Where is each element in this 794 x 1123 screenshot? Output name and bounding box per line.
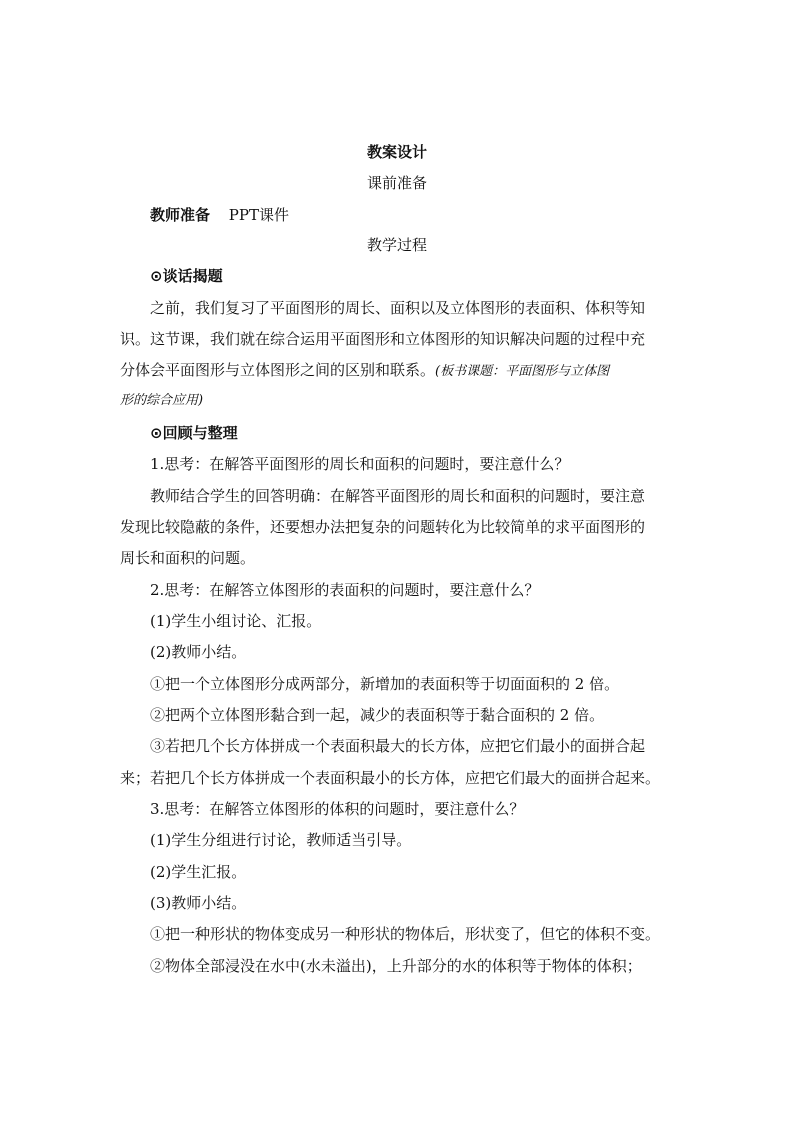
process-heading: 教学过程 [366, 236, 427, 254]
section1-board-title-b: 形的综合应用) [120, 393, 204, 408]
section1-para-line3 [120, 360, 675, 382]
section1-para-line1: 之前，我们复习了平面图形的周长、面积以及立体图形的表面积、体积等知 [150, 299, 646, 317]
question-3: 3.思考：在解答立体图形的体积的问题时，要注意什么？ [150, 800, 525, 818]
section1-board-title-a: (板书课题：平面图形与立体图 [435, 364, 610, 379]
q2-conclusion1: ①把一个立体图形分成两部分，新增加的表面积等于切面面积的 2 倍。 [150, 675, 620, 693]
q1-answer-line1: 教师结合学生的回答明确：在解答平面图形的周长和面积的问题时，要注意 [150, 487, 646, 505]
section1-heading: ⊙谈话揭题 [150, 267, 223, 285]
q3-conclusion1: ①把一种形状的物体变成另一种形状的物体后，形状变了，但它的体积不变。 [150, 925, 661, 943]
q1-answer-line3: 周长和面积的问题。 [120, 549, 256, 567]
section1-para-line3a: 分体会平面图形与立体图形之间的区别和联系。 [120, 361, 436, 379]
page-title: 教案设计 [366, 143, 427, 161]
q3-conclusion2: ②物体全部浸没在水中(水未溢出)，上升部分的水的体积等于物体的体积； [150, 957, 642, 975]
question-1: 1.思考：在解答平面图形的周长和面积的问题时，要注意什么？ [150, 455, 570, 473]
teacher-prep-label: 教师准备 [150, 206, 211, 224]
q2-step1: (1)学生小组讨论、汇报。 [150, 612, 322, 630]
teacher-prep-value: PPT课件 [228, 206, 289, 224]
section1-para-line2: 识。这节课，我们就在综合运用平面图形和立体图形的知识解决问题的过程中充 [120, 330, 646, 348]
section2-heading: ⊙回顾与整理 [150, 424, 238, 442]
q1-answer-line2: 发现比较隐蔽的条件，还要想办法把复杂的问题转化为比较简单的求平面图形的 [120, 518, 646, 536]
q2-conclusion3-line1: ③若把几个长方体拼成一个表面积最大的长方体，应把它们最小的面拼合起 [150, 737, 646, 755]
question-2: 2.思考：在解答立体图形的表面积的问题时，要注意什么？ [150, 581, 540, 599]
q3-step1: (1)学生分组进行讨论，教师适当引导。 [150, 831, 412, 849]
q3-step3: (3)教师小结。 [150, 894, 247, 912]
q2-conclusion2: ②把两个立体图形黏合到一起，减少的表面积等于黏合面积的 2 倍。 [150, 706, 605, 724]
q2-conclusion3-line2: 来；若把几个长方体拼成一个表面积最小的长方体，应把它们最大的面拼合起来。 [120, 769, 661, 787]
prep-heading: 课前准备 [366, 174, 427, 192]
teacher-prep [150, 205, 645, 225]
q2-step2: (2)教师小结。 [150, 643, 247, 661]
q3-step2: (2)学生汇报。 [150, 863, 247, 881]
